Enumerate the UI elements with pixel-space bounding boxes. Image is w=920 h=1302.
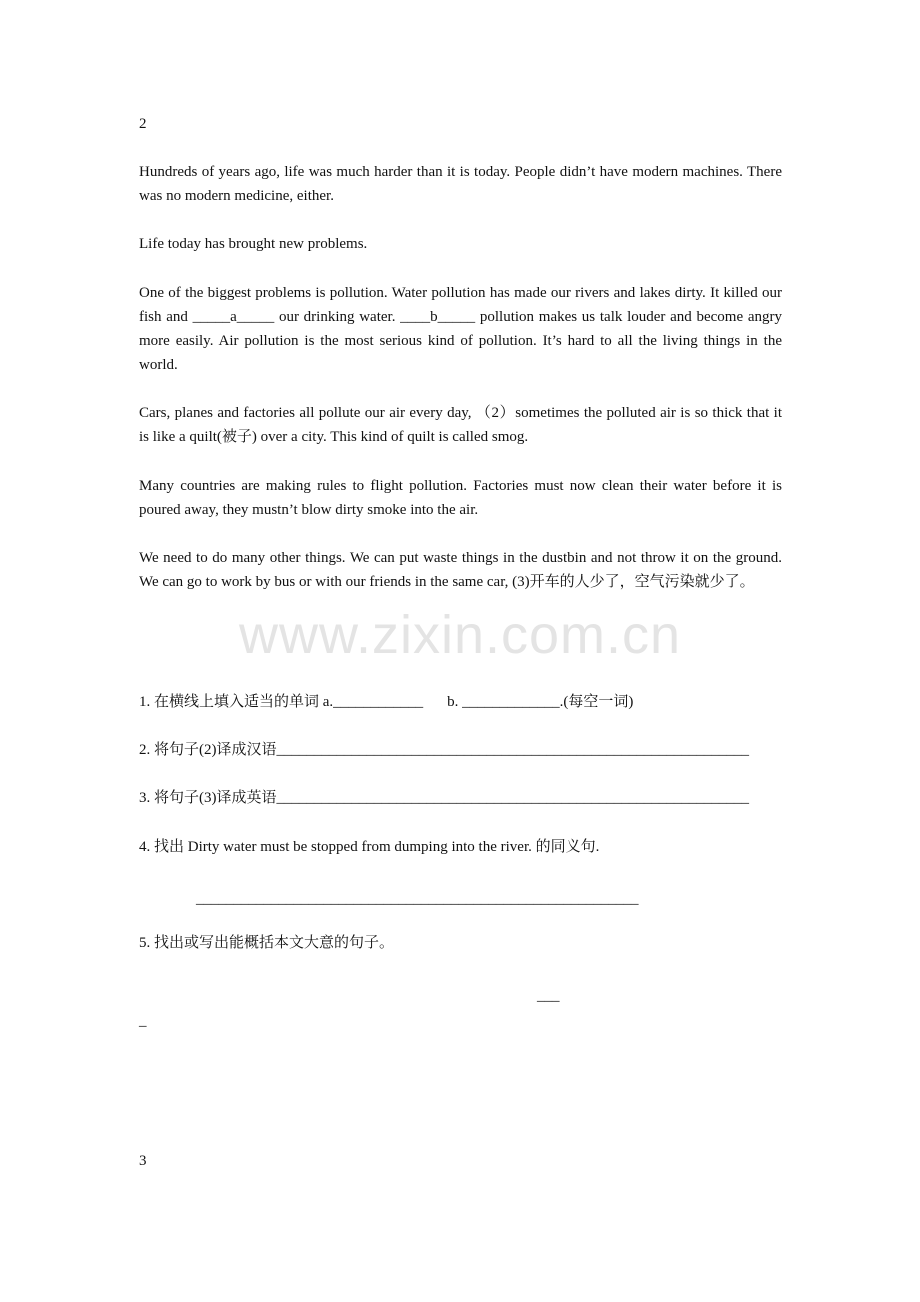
paragraph-5: Many countries are making rules to flight pollution. Factories must now clean their water before it is poured away, they mustn’t blow dirty smoke into the air. (139, 478, 782, 518)
question-3: 3. 将句子(3)译成英语_______________________________________________________________ (139, 790, 749, 806)
question-2: 2. 将句子(2)译成汉语_______________________________________________________________ (139, 742, 749, 758)
question-4-answer-line: ___________________________________________________________ (196, 891, 639, 907)
paragraph-2: Life today has brought new problems. (139, 236, 368, 252)
question-4: 4. 找出 Dirty water must be stopped from dumping into the river. 的同义句. (139, 839, 600, 855)
question-1 (139, 690, 633, 714)
watermark: www.zixin.com.cn (238, 605, 682, 665)
question-5: 5. 找出或写出能概括本文大意的句子。 (139, 935, 395, 951)
question-1-part-b: b. _____________.(每空一词) (447, 694, 634, 710)
page-number-bottom: 3 (139, 1153, 147, 1169)
question-5-answer-line: ___ (537, 988, 560, 1004)
question-1-label: 1. 在横线上填入适当的单词 a.____________ (139, 694, 424, 710)
paragraph-4: Cars, planes and factories all pollute our air every day, （2）sometimes the polluted air is so thick that it is like a quilt(被子) over a city. This kind of quilt is called smog. (139, 405, 782, 445)
paragraph-6: We need to do many other things. We can put waste things in the dustbin and not throw it on the ground. We can go to work by bus or with our friends in the same car, (3)开车的人少了，空气污染就少了。 (139, 550, 782, 590)
paragraph-3: One of the biggest problems is pollution. Water pollution has made our rivers and lakes dirty. It killed our fish and _____a_____ our drinking water. ____b_____ pollution makes us talk louder and become angry more easily. Air pollution is the most serious kind of pollution. It’s hard to all the living things in the world. (139, 285, 782, 373)
paragraph-1: Hundreds of years ago, life was much harder than it is today. People didn’t have modern machines. There was no modern medicine, either. (139, 164, 782, 204)
stray-underscore: _ (139, 1013, 147, 1029)
page-number-top: 2 (139, 116, 147, 132)
